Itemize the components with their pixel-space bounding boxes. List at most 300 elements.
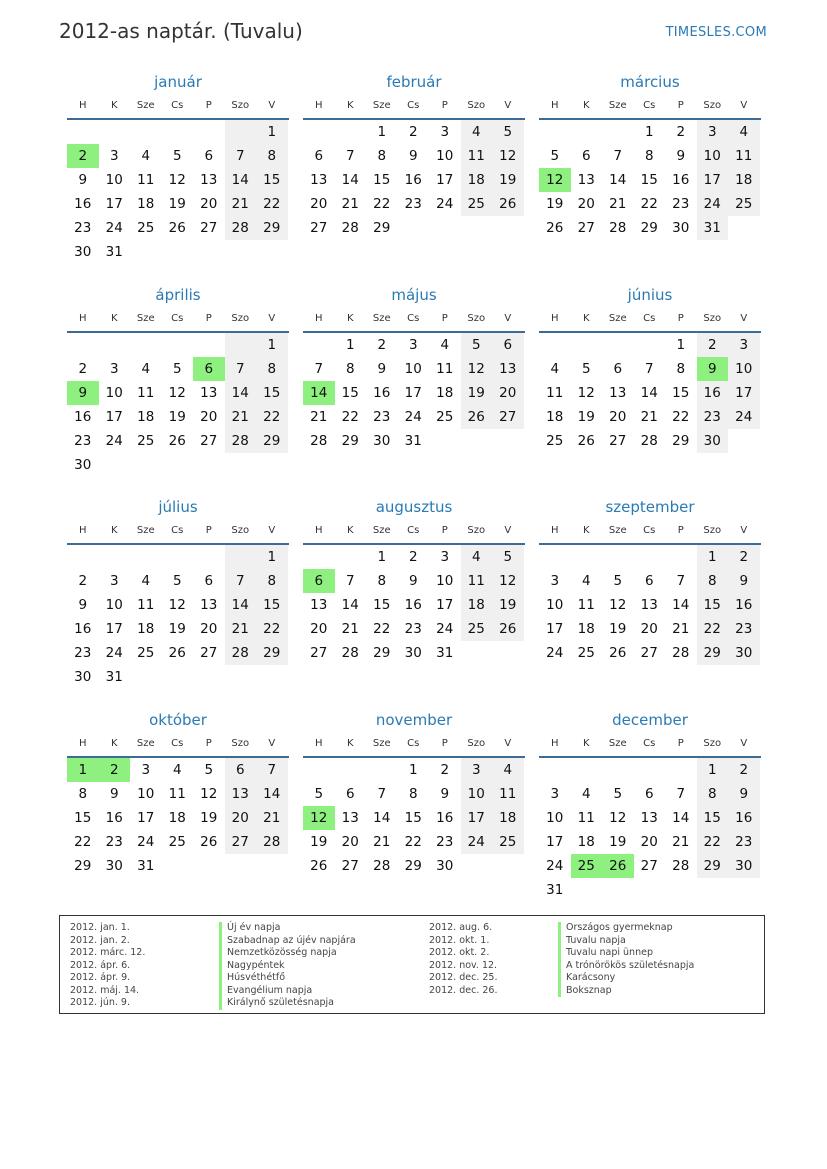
day-cell: 11: [461, 144, 493, 168]
weekday-label: Sze: [136, 100, 155, 111]
empty-cell: [602, 120, 634, 144]
weekday-label: P: [677, 100, 684, 111]
day-cell: 3: [109, 148, 119, 164]
day-cell: 1: [697, 758, 729, 782]
empty-cell: [303, 545, 335, 569]
day-cell: 7: [345, 148, 355, 164]
month-title: június: [627, 286, 673, 304]
weekday-label: P: [205, 100, 212, 111]
day-cell: 1: [256, 120, 288, 144]
month-title: július: [158, 498, 198, 516]
day-cell: 20: [492, 381, 524, 405]
weekday-label: Szo: [231, 313, 250, 324]
weekday-label: H: [78, 738, 87, 749]
day-cell: 14: [225, 593, 257, 617]
day-cell: 20: [609, 409, 627, 425]
day-cell: 25: [461, 192, 493, 216]
holiday-cell: 12: [539, 168, 571, 192]
day-cell: 10: [546, 810, 564, 826]
weekday-label: V: [268, 738, 276, 749]
empty-cell: [571, 120, 603, 144]
weekday-label: H: [550, 100, 559, 111]
empty-cell: [225, 120, 257, 144]
day-cell: 20: [341, 834, 359, 850]
holiday-legend: [59, 915, 765, 1014]
day-cell: 16: [404, 172, 422, 188]
day-cell: 11: [546, 385, 564, 401]
day-cell: 19: [609, 834, 627, 850]
weekday-label: Sze: [136, 738, 155, 749]
day-cell: 8: [676, 361, 686, 377]
day-cell: 17: [105, 196, 123, 212]
day-cell: 22: [256, 617, 288, 641]
month-1: [303, 70, 525, 240]
day-cell: 3: [461, 758, 493, 782]
weekday-label: V: [504, 525, 512, 536]
day-cell: 14: [341, 172, 359, 188]
weekday-label: V: [504, 313, 512, 324]
day-cell: 8: [78, 786, 88, 802]
empty-cell: [602, 758, 634, 782]
day-cell: 26: [168, 433, 186, 449]
weekday-label: K: [110, 525, 118, 536]
day-cell: 13: [341, 810, 359, 826]
day-cell: 25: [137, 645, 155, 661]
day-cell: 1: [408, 762, 418, 778]
day-cell: 11: [137, 385, 155, 401]
day-cell: 24: [436, 621, 454, 637]
day-cell: 28: [225, 429, 257, 453]
weekday-label: H: [314, 525, 323, 536]
day-cell: 22: [373, 621, 391, 637]
day-cell: 11: [137, 172, 155, 188]
day-cell: 26: [461, 405, 493, 429]
day-cell: 24: [105, 220, 123, 236]
day-cell: 15: [74, 810, 92, 826]
holiday-cell: 26: [602, 854, 634, 878]
day-cell: 27: [492, 405, 524, 429]
day-cell: 4: [492, 758, 524, 782]
weekday-label: K: [346, 313, 354, 324]
day-cell: 30: [697, 429, 729, 453]
day-cell: 23: [105, 834, 123, 850]
day-cell: 7: [256, 758, 288, 782]
day-cell: 14: [672, 810, 690, 826]
day-cell: 14: [640, 385, 658, 401]
empty-cell: [193, 545, 225, 569]
day-cell: 13: [492, 357, 524, 381]
weekday-label: Szo: [703, 525, 722, 536]
weekday-label: Cs: [407, 313, 420, 324]
weekday-label: Szo: [467, 100, 486, 111]
day-cell: 25: [436, 409, 454, 425]
day-cell: 29: [697, 641, 729, 665]
month-title: április: [155, 286, 201, 304]
day-cell: 26: [168, 645, 186, 661]
weekday-header: [67, 94, 289, 120]
holiday-cell: 6: [303, 569, 335, 593]
empty-cell: [162, 545, 194, 569]
day-cell: 15: [697, 593, 729, 617]
day-cell: 6: [581, 148, 591, 164]
weekday-label: Sze: [136, 313, 155, 324]
weekday-label: Szo: [703, 313, 722, 324]
day-cell: 14: [256, 782, 288, 806]
legend-holiday-name: Nagypéntek: [219, 960, 356, 973]
day-cell: 9: [440, 786, 450, 802]
day-cell: 16: [74, 409, 92, 425]
weekday-label: P: [205, 313, 212, 324]
day-cell: 19: [168, 196, 186, 212]
weekday-label: Cs: [643, 100, 656, 111]
weekday-label: K: [346, 100, 354, 111]
day-cell: 27: [200, 220, 218, 236]
weekday-label: Szo: [467, 313, 486, 324]
legend-date: 2012. dec. 26.: [429, 984, 498, 996]
legend-names-left: [219, 922, 356, 1010]
day-cell: 5: [613, 573, 623, 589]
day-cell: 16: [74, 621, 92, 637]
day-cell: 11: [577, 597, 595, 613]
day-cell: 4: [141, 573, 151, 589]
day-cell: 6: [225, 758, 257, 782]
day-cell: 19: [168, 409, 186, 425]
empty-cell: [193, 333, 225, 357]
day-cell: 3: [728, 333, 760, 357]
day-cell: 28: [225, 641, 257, 665]
weekday-label: P: [677, 738, 684, 749]
day-grid: [67, 758, 289, 878]
month-title: május: [391, 286, 437, 304]
day-cell: 19: [310, 834, 328, 850]
day-cell: 2: [728, 758, 760, 782]
day-cell: 16: [697, 381, 729, 405]
weekday-label: P: [677, 525, 684, 536]
day-cell: 3: [550, 573, 560, 589]
empty-cell: [335, 120, 367, 144]
day-cell: 16: [728, 806, 760, 830]
day-cell: 12: [492, 144, 524, 168]
day-cell: 30: [373, 433, 391, 449]
day-cell: 21: [341, 196, 359, 212]
day-cell: 1: [377, 549, 387, 565]
day-cell: 9: [109, 786, 119, 802]
day-cell: 23: [436, 834, 454, 850]
weekday-label: Cs: [171, 525, 184, 536]
day-cell: 4: [550, 361, 560, 377]
day-cell: 21: [341, 621, 359, 637]
day-grid: [303, 758, 525, 878]
day-cell: 1: [676, 337, 686, 353]
day-cell: 13: [310, 172, 328, 188]
empty-cell: [634, 333, 666, 357]
weekday-label: Cs: [407, 525, 420, 536]
day-cell: 2: [728, 545, 760, 569]
day-cell: 12: [577, 385, 595, 401]
month-2: [539, 70, 761, 240]
weekday-label: K: [346, 525, 354, 536]
day-cell: 9: [78, 172, 88, 188]
day-cell: 6: [644, 573, 654, 589]
day-cell: 22: [404, 834, 422, 850]
day-cell: 18: [577, 621, 595, 637]
legend-date: 2012. okt. 1.: [429, 934, 490, 946]
day-cell: 8: [345, 361, 355, 377]
weekday-label: V: [740, 100, 748, 111]
month-title: január: [154, 73, 202, 91]
day-cell: 7: [676, 573, 686, 589]
legend-holiday-name: Húsvéthétfő: [219, 972, 356, 985]
day-grid: [539, 333, 761, 453]
day-cell: 5: [492, 120, 524, 144]
day-cell: 13: [640, 597, 658, 613]
day-cell: 20: [200, 621, 218, 637]
legend-date: 2012. okt. 2.: [429, 947, 490, 958]
day-cell: 30: [728, 641, 760, 665]
day-cell: 30: [74, 457, 92, 473]
day-cell: 19: [546, 196, 564, 212]
legend-holiday-name: Karácsony: [558, 972, 694, 985]
legend-date: 2012. ápr. 9.: [70, 972, 131, 983]
day-cell: 29: [256, 641, 288, 665]
weekday-label: H: [78, 100, 87, 111]
empty-cell: [539, 333, 571, 357]
day-cell: 19: [168, 621, 186, 637]
day-cell: 10: [461, 782, 493, 806]
weekday-label: Cs: [171, 738, 184, 749]
day-cell: 13: [200, 172, 218, 188]
day-cell: 23: [74, 220, 92, 236]
day-cell: 13: [310, 597, 328, 613]
empty-cell: [303, 120, 335, 144]
day-cell: 25: [577, 645, 595, 661]
empty-cell: [162, 120, 194, 144]
day-cell: 2: [697, 333, 729, 357]
day-cell: 2: [408, 549, 418, 565]
month-title: november: [375, 711, 453, 729]
day-cell: 21: [225, 405, 257, 429]
holiday-cell: 2: [67, 144, 99, 168]
weekday-label: Szo: [467, 525, 486, 536]
weekday-header: [67, 732, 289, 758]
empty-cell: [366, 758, 398, 782]
weekday-label: Cs: [171, 100, 184, 111]
day-cell: 11: [461, 569, 493, 593]
day-cell: 15: [373, 597, 391, 613]
day-cell: 15: [672, 385, 690, 401]
empty-cell: [225, 545, 257, 569]
empty-cell: [67, 545, 99, 569]
day-cell: 20: [640, 834, 658, 850]
day-cell: 4: [581, 573, 591, 589]
day-cell: 7: [225, 144, 257, 168]
day-cell: 12: [168, 172, 186, 188]
weekday-label: K: [110, 313, 118, 324]
day-cell: 4: [172, 762, 182, 778]
day-cell: 18: [492, 806, 524, 830]
day-cell: 16: [436, 810, 454, 826]
day-cell: 13: [609, 385, 627, 401]
weekday-label: Sze: [372, 313, 391, 324]
day-cell: 10: [137, 786, 155, 802]
day-cell: 17: [436, 597, 454, 613]
day-cell: 31: [546, 882, 564, 898]
day-cell: 31: [697, 216, 729, 240]
day-cell: 20: [577, 196, 595, 212]
day-cell: 23: [728, 830, 760, 854]
weekday-header: [539, 307, 761, 333]
day-cell: 28: [373, 858, 391, 874]
day-cell: 4: [440, 337, 450, 353]
legend-holiday-name: Királynő születésnapja: [219, 997, 356, 1010]
day-cell: 10: [728, 357, 760, 381]
day-cell: 12: [461, 357, 493, 381]
day-cell: 21: [672, 621, 690, 637]
day-cell: 8: [256, 144, 288, 168]
day-cell: 21: [640, 409, 658, 425]
day-cell: 6: [644, 786, 654, 802]
weekday-label: Sze: [372, 525, 391, 536]
legend-holiday-name: Tuvalu napja: [558, 935, 694, 948]
day-cell: 13: [640, 810, 658, 826]
weekday-label: Sze: [608, 738, 627, 749]
day-cell: 22: [697, 830, 729, 854]
day-cell: 18: [461, 168, 493, 192]
day-grid: [303, 545, 525, 665]
day-cell: 7: [613, 148, 623, 164]
day-cell: 31: [404, 433, 422, 449]
day-cell: 18: [461, 593, 493, 617]
day-cell: 20: [225, 806, 257, 830]
day-cell: 17: [105, 409, 123, 425]
weekday-label: K: [110, 100, 118, 111]
weekday-label: H: [550, 313, 559, 324]
day-cell: 7: [345, 573, 355, 589]
day-cell: 11: [728, 144, 760, 168]
day-cell: 3: [550, 786, 560, 802]
day-cell: 24: [461, 830, 493, 854]
brand-link[interactable]: TIMESLES.COM: [665, 25, 767, 40]
day-cell: 27: [577, 220, 595, 236]
weekday-label: Cs: [407, 100, 420, 111]
day-cell: 1: [256, 545, 288, 569]
day-cell: 18: [168, 810, 186, 826]
day-cell: 15: [256, 381, 288, 405]
weekday-label: Szo: [231, 738, 250, 749]
day-cell: 5: [492, 545, 524, 569]
day-cell: 13: [225, 782, 257, 806]
weekday-label: K: [110, 738, 118, 749]
legend-holiday-name: Új év napja: [219, 922, 356, 935]
day-cell: 24: [436, 196, 454, 212]
day-cell: 16: [373, 385, 391, 401]
day-cell: 11: [168, 786, 186, 802]
day-cell: 2: [408, 124, 418, 140]
day-cell: 12: [609, 810, 627, 826]
day-cell: 19: [461, 381, 493, 405]
page-title: 2012-as naptár. (Tuvalu): [59, 19, 303, 43]
day-cell: 4: [141, 361, 151, 377]
day-cell: 18: [546, 409, 564, 425]
day-cell: 28: [609, 220, 627, 236]
day-cell: 24: [728, 405, 760, 429]
day-cell: 3: [109, 573, 119, 589]
weekday-label: V: [268, 100, 276, 111]
day-cell: 11: [577, 810, 595, 826]
day-cell: 25: [728, 192, 760, 216]
day-cell: 8: [644, 148, 654, 164]
month-6: [67, 495, 289, 689]
weekday-label: Szo: [703, 738, 722, 749]
legend-holiday-name: Boksznap: [558, 985, 694, 998]
day-cell: 5: [204, 762, 214, 778]
day-cell: 29: [373, 220, 391, 236]
empty-cell: [130, 333, 162, 357]
day-cell: 26: [546, 220, 564, 236]
empty-cell: [99, 545, 131, 569]
day-cell: 8: [256, 357, 288, 381]
weekday-label: H: [550, 525, 559, 536]
day-cell: 14: [225, 168, 257, 192]
day-cell: 20: [200, 196, 218, 212]
day-cell: 25: [137, 220, 155, 236]
weekday-label: V: [268, 525, 276, 536]
day-cell: 22: [74, 834, 92, 850]
day-cell: 4: [581, 786, 591, 802]
weekday-label: Sze: [608, 100, 627, 111]
day-grid: [303, 333, 525, 453]
empty-cell: [571, 758, 603, 782]
weekday-label: K: [582, 525, 590, 536]
day-cell: 17: [697, 168, 729, 192]
day-cell: 6: [204, 148, 214, 164]
weekday-label: V: [740, 738, 748, 749]
holiday-cell: 2: [99, 758, 131, 782]
weekday-label: Sze: [608, 313, 627, 324]
day-cell: 26: [609, 645, 627, 661]
month-11: [539, 708, 761, 902]
day-cell: 18: [137, 409, 155, 425]
day-cell: 25: [137, 433, 155, 449]
day-cell: 19: [492, 168, 524, 192]
month-title: december: [612, 711, 688, 729]
day-cell: 29: [373, 645, 391, 661]
day-cell: 22: [672, 409, 690, 425]
day-cell: 14: [341, 597, 359, 613]
day-cell: 15: [256, 168, 288, 192]
day-cell: 12: [492, 569, 524, 593]
holiday-cell: 6: [193, 357, 225, 381]
day-cell: 3: [697, 120, 729, 144]
day-cell: 2: [676, 124, 686, 140]
month-title: augusztus: [375, 498, 453, 516]
holiday-cell: 25: [571, 854, 603, 878]
day-cell: 15: [256, 593, 288, 617]
day-cell: 28: [341, 645, 359, 661]
day-cell: 15: [640, 172, 658, 188]
day-cell: 18: [728, 168, 760, 192]
day-cell: 20: [310, 621, 328, 637]
day-cell: 16: [728, 593, 760, 617]
day-cell: 9: [408, 573, 418, 589]
day-cell: 9: [408, 148, 418, 164]
empty-cell: [67, 333, 99, 357]
day-cell: 8: [697, 782, 729, 806]
day-cell: 12: [200, 786, 218, 802]
day-cell: 7: [377, 786, 387, 802]
day-cell: 22: [341, 409, 359, 425]
day-cell: 23: [373, 409, 391, 425]
